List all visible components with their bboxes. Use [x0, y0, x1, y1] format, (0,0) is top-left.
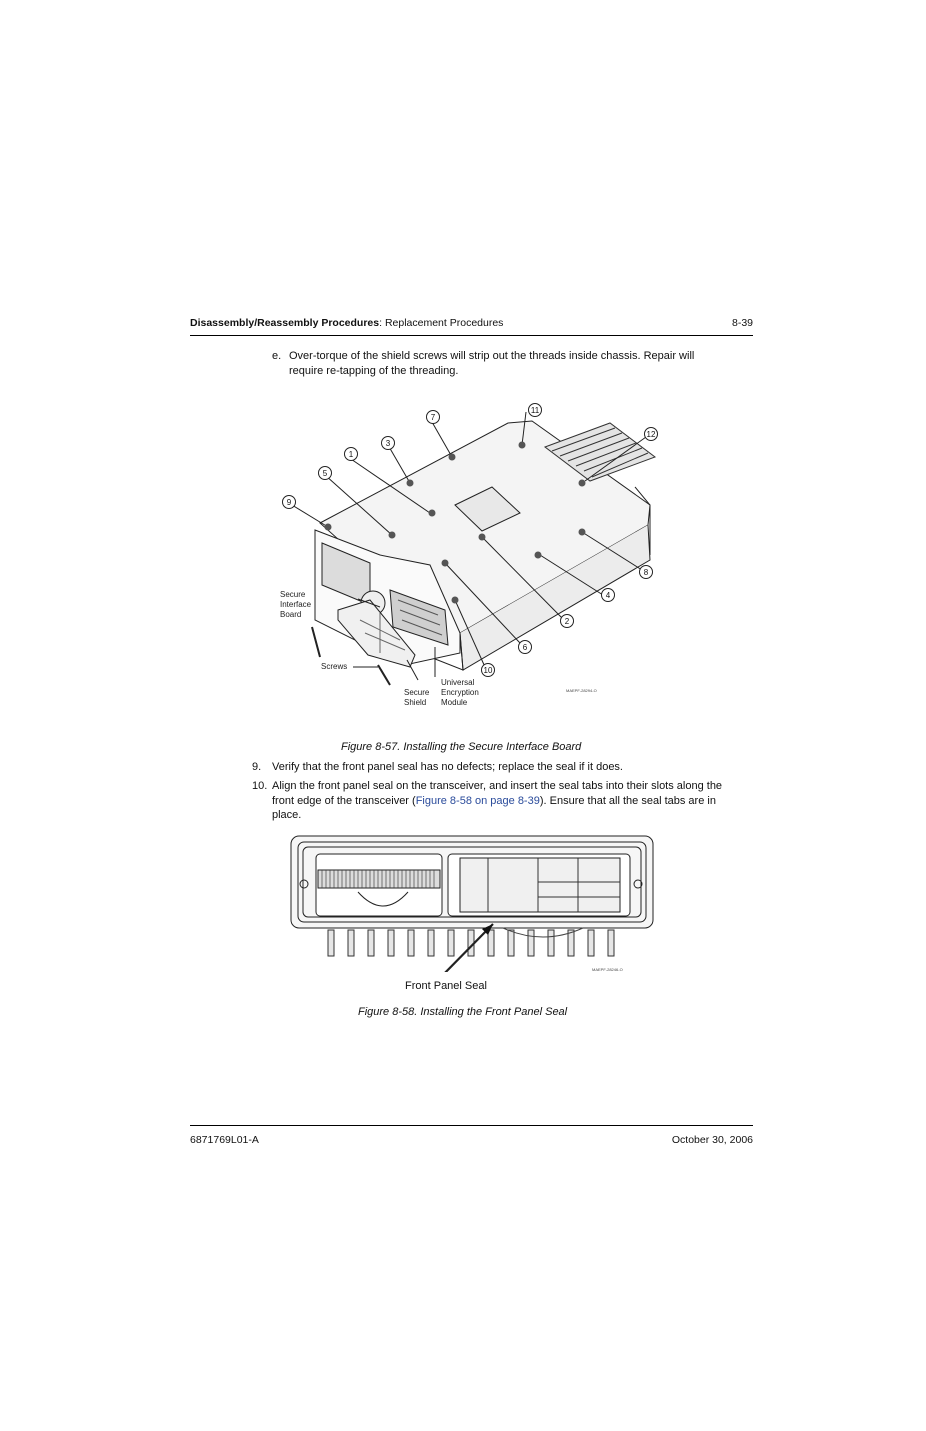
header-section-bold: Disassembly/Reassembly Procedures	[190, 317, 380, 329]
figure-8-58-illustration	[288, 832, 658, 972]
header-page-number: 8-39	[731, 317, 753, 329]
callout-label-9: 9	[286, 498, 292, 507]
callout-label-2: 2	[564, 617, 570, 626]
callout-label-3: 3	[385, 439, 391, 448]
step-9-marker: 9.	[252, 761, 262, 773]
callout-label-7: 7	[430, 413, 436, 422]
label-shield-line2: Shield	[404, 698, 427, 707]
step-10-line1: Align the front panel seal on the transceiver, and insert the seal tabs into their slots along the	[272, 780, 723, 792]
step-10-marker: 10.	[252, 780, 268, 792]
step-e-line1: Over-torque of the shield screws will strip out the threads inside chassis. Repair will	[289, 350, 695, 362]
step-10-text	[272, 779, 758, 823]
callout-label-1: 1	[348, 450, 354, 459]
label-uem-line3: Module	[441, 698, 468, 707]
label-front-panel-seal: Front Panel Seal	[405, 980, 487, 992]
step-10-line2-pre: front edge of the transceiver (	[272, 794, 416, 807]
label-uem-line2: Encryption	[441, 688, 479, 697]
figure-8-58-art-id: MAEPF-28246-O	[592, 967, 623, 972]
step-e-text	[289, 349, 759, 378]
header-rule	[190, 335, 753, 336]
header-section	[190, 317, 503, 329]
callout-label-12: 12	[646, 430, 656, 439]
step-10-line2	[272, 794, 758, 809]
callout-label-10: 10	[483, 666, 493, 675]
footer-rule	[190, 1125, 753, 1126]
callout-label-5: 5	[322, 469, 328, 478]
label-uem-line1: Universal	[441, 678, 475, 687]
figure-8-58-link[interactable]: Figure 8-58 on page 8-39	[415, 794, 540, 807]
step-9-text: Verify that the front panel seal has no defects; replace the seal if it does.	[272, 761, 623, 773]
label-secure-shield	[404, 688, 429, 708]
footer-doc-number: 6871769L01-A	[190, 1134, 259, 1146]
figure-8-57-art-id: MAEPF-28294-O	[566, 688, 597, 693]
callout-label-4: 4	[605, 591, 611, 600]
callout-label-8: 8	[643, 568, 649, 577]
step-e-line2: require re-tapping of the threading.	[289, 364, 459, 377]
step-e-marker: e.	[272, 350, 282, 362]
header-section-rest: : Replacement Procedures	[379, 317, 504, 329]
callout-label-11: 11	[530, 406, 540, 415]
footer-date: October 30, 2006	[671, 1134, 753, 1146]
callout-label-6: 6	[522, 643, 528, 652]
step-10-line3: place.	[272, 809, 302, 821]
figure-8-58-caption: Figure 8-58. Installing the Front Panel Seal	[358, 1006, 568, 1018]
label-secure-interface-board	[280, 590, 311, 620]
figure-8-57-caption: Figure 8-57. Installing the Secure Interface Board	[341, 741, 582, 753]
label-sib-line1: Secure	[280, 590, 306, 599]
page-header	[190, 317, 753, 329]
label-sib-line2: Interface	[280, 600, 312, 609]
step-10-line2-post: ). Ensure that all the seal tabs are in	[539, 794, 716, 807]
label-screws: Screws	[321, 662, 348, 671]
label-shield-line1: Secure	[404, 688, 430, 697]
label-sib-line3: Board	[280, 610, 302, 619]
label-universal-encryption-module	[441, 678, 479, 708]
